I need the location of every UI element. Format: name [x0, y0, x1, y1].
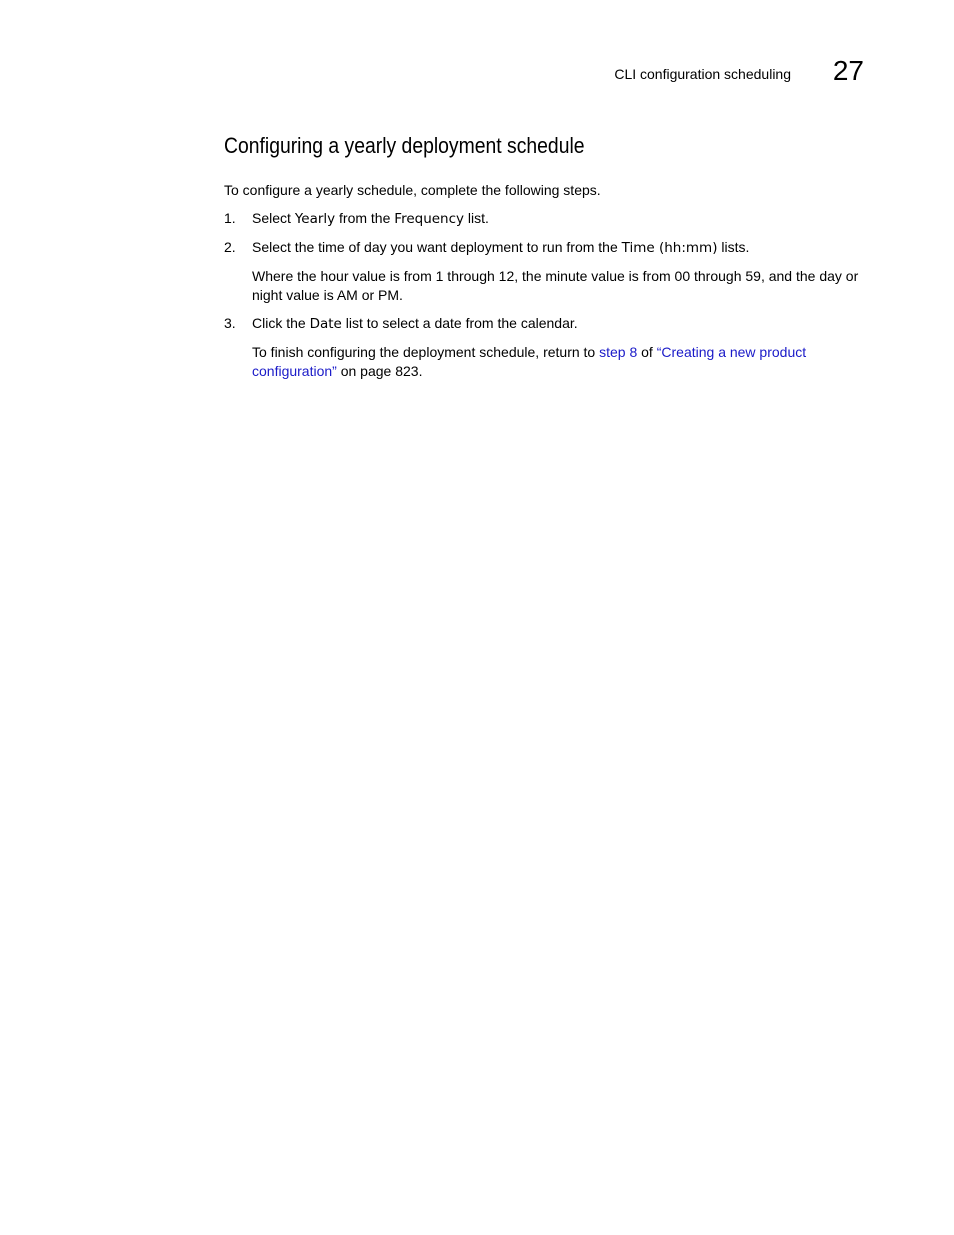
link-creating-new-product-configuration[interactable]: “Creating a new product configuration”	[252, 344, 807, 379]
step-text	[252, 314, 864, 334]
step-note	[252, 343, 864, 381]
text-run: list to select a date from the calendar.	[341, 315, 578, 331]
text-run: from the	[335, 210, 395, 226]
step-number: 1.	[224, 210, 236, 226]
step-text	[252, 238, 864, 258]
section-title: Configuring a yearly deployment schedule	[224, 133, 585, 158]
text-run: list.	[464, 210, 489, 226]
running-title: CLI configuration scheduling	[614, 66, 791, 82]
ui-term-frequency: Frequency	[394, 211, 465, 227]
text-run: of	[637, 344, 657, 360]
step-item-3	[224, 314, 864, 381]
main-content	[224, 130, 864, 381]
ui-term-date: Date	[309, 316, 342, 332]
step-note: Where the hour value is from 1 through 12, the minute value is from 00 through 59, and the day or night value is AM or PM.	[252, 268, 859, 303]
link-step-8[interactable]: step 8	[599, 344, 638, 360]
ui-term-yearly: Yearly	[294, 211, 336, 227]
step-list	[224, 209, 864, 381]
step-item-2	[224, 238, 864, 305]
text-run: Click the	[252, 315, 310, 331]
step-item-1	[224, 209, 864, 229]
text-run: Select	[252, 210, 295, 226]
step-number: 2.	[224, 239, 236, 255]
text-run: lists.	[717, 239, 750, 255]
text-run: To finish configuring the deployment schedule, return to	[252, 344, 600, 360]
step-number: 3.	[224, 315, 236, 331]
text-run: Select the time of day you want deployment to run from the	[252, 239, 622, 255]
ui-term-time: Time (hh:mm)	[621, 240, 718, 256]
step-text	[252, 209, 864, 229]
running-header	[0, 55, 866, 92]
intro-paragraph: To configure a yearly schedule, complete the following steps.	[224, 182, 601, 198]
text-run: on page 823.	[336, 363, 423, 379]
chapter-number: 27	[832, 55, 864, 86]
